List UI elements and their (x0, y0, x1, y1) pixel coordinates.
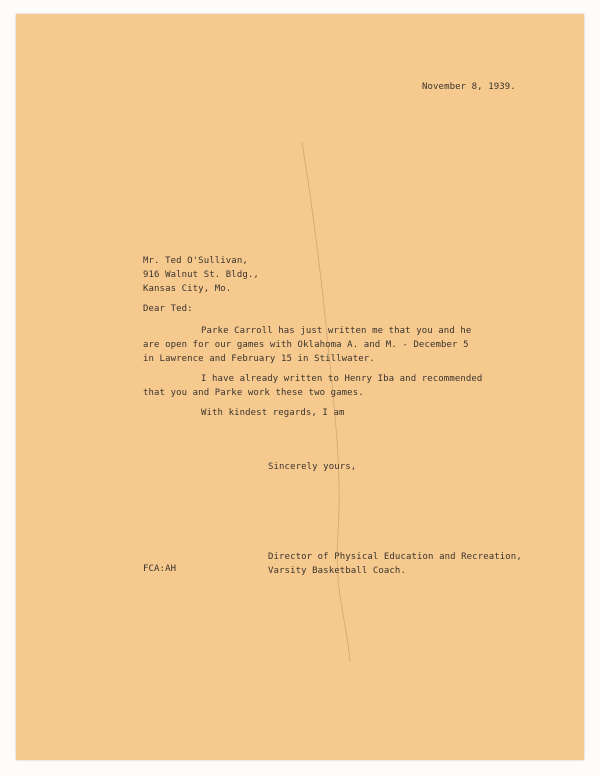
addressee-line: Mr. Ted O'Sullivan, (143, 256, 248, 266)
title-line: Director of Physical Education and Recreation, (268, 552, 522, 562)
sign-off: Sincerely yours, (268, 462, 357, 472)
paragraph-line: are open for our games with Oklahoma A. and M. - December 5 (143, 340, 469, 350)
paragraph-line: I have already written to Henry Iba and recommended (201, 374, 483, 384)
closing-line: With kindest regards, I am (201, 408, 345, 418)
paragraph-line: Parke Carroll has just written me that you and he (201, 326, 472, 336)
paragraph-line: that you and Parke work these two games. (143, 388, 364, 398)
addressee-line: Kansas City, Mo. (143, 284, 232, 294)
signature-title (268, 550, 522, 578)
paragraph-line: in Lawrence and February 15 in Stillwater. (143, 354, 375, 364)
letter-page (16, 14, 584, 760)
addressee-line: 916 Walnut St. Bldg., (143, 270, 259, 280)
body-paragraph-1 (143, 324, 472, 366)
addressee-block (143, 254, 259, 296)
salutation: Dear Ted: (143, 304, 193, 314)
title-line: Varsity Basketball Coach. (268, 566, 406, 576)
body-paragraph-2 (143, 372, 483, 400)
reference-initials: FCA:AH (143, 564, 177, 574)
letter-date: November 8, 1939. (422, 82, 516, 92)
